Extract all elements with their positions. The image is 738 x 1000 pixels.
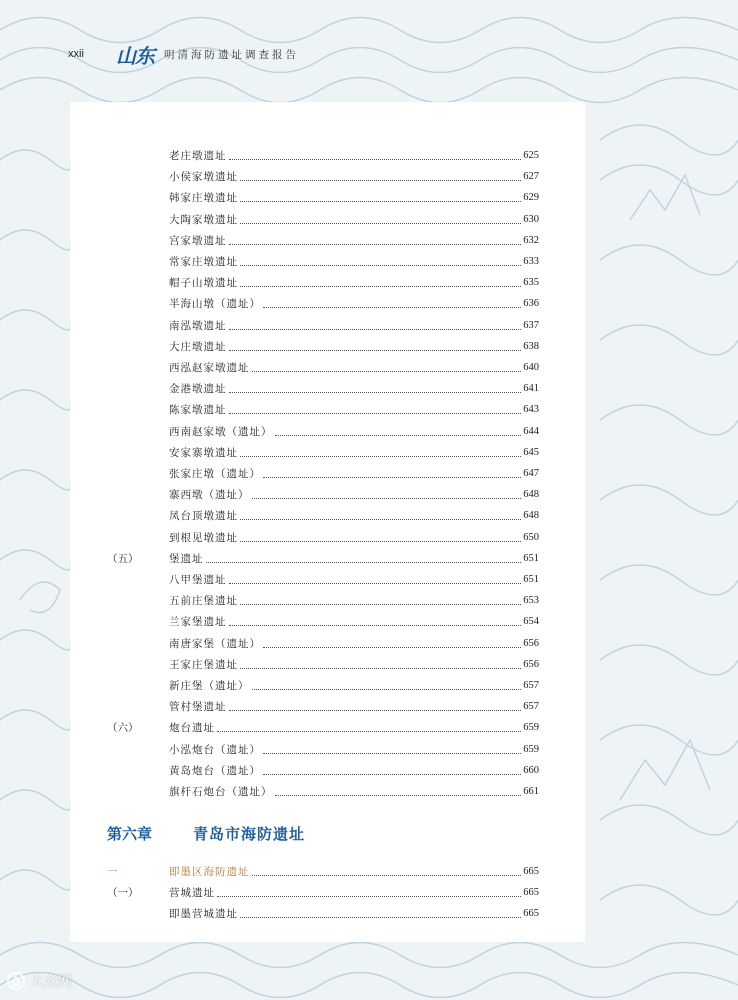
toc-entry-page: 632 <box>523 234 539 246</box>
toc-entry-page: 627 <box>523 171 539 183</box>
toc-entry[interactable] <box>107 699 539 715</box>
toc-dot-leader <box>229 349 522 351</box>
toc-entry[interactable] <box>107 424 539 440</box>
toc-entry-page: 650 <box>523 531 539 543</box>
toc-entry-title: 常家庄墩遗址 <box>169 256 238 268</box>
toc-entry[interactable] <box>107 402 539 418</box>
toc-entry[interactable] <box>107 678 539 694</box>
toc-entry-title: 张家庄墩（遗址） <box>169 468 261 480</box>
toc-dot-leader <box>229 158 522 160</box>
toc-entry[interactable] <box>107 296 539 312</box>
toc-dot-leader <box>240 540 521 542</box>
toc-entry-page: 665 <box>523 866 539 877</box>
toc-entry[interactable] <box>107 169 539 185</box>
toc-entry[interactable] <box>107 360 539 376</box>
toc-entry[interactable] <box>107 530 539 546</box>
toc-entry-title: 营城遗址 <box>169 887 215 899</box>
logo: 山东 <box>116 43 154 68</box>
toc-dot-leader <box>275 434 522 436</box>
toc-entry-title: 五前庄堡遗址 <box>169 595 238 608</box>
toc-entry-page: 651 <box>523 552 539 564</box>
toc-entry-title: 帽子山墩遗址 <box>169 277 238 290</box>
toc-entry-title: 兰家堡遗址 <box>169 616 227 629</box>
toc-entry-number: 一 <box>107 866 118 878</box>
toc-entry-title: 大陶家墩遗址 <box>169 213 238 226</box>
toc-entry[interactable] <box>107 148 539 164</box>
toc-entry-page: 665 <box>523 887 539 898</box>
toc-entry-title: 西南赵家墩（遗址） <box>169 425 273 438</box>
toc-entry[interactable] <box>107 339 539 355</box>
toc-entry-page: 638 <box>523 340 539 352</box>
toc-entry[interactable] <box>107 233 539 249</box>
toc-dot-leader <box>229 624 522 626</box>
chapter-title: 青岛市海防遗址 <box>193 824 306 843</box>
toc-entry[interactable] <box>107 720 539 736</box>
toc-dot-leader <box>240 285 521 287</box>
toc-dot-leader <box>229 582 522 584</box>
toc-entry-title: 新庄堡（遗址） <box>169 680 250 692</box>
toc-entry-title: 即墨营城遗址 <box>169 908 238 920</box>
watermark <box>6 970 72 992</box>
toc-entry[interactable] <box>107 593 539 609</box>
toc-dot-leader <box>240 200 521 202</box>
toc-entry-title: 堡遗址 <box>169 552 204 565</box>
toc-entry-title: 黄岛炮台（遗址） <box>169 764 261 777</box>
toc-entry-page: 653 <box>523 595 539 607</box>
toc-entry-page: 648 <box>523 489 539 501</box>
toc-dot-leader <box>252 497 522 499</box>
toc-entry-title: 管村堡遗址 <box>169 701 227 714</box>
toc-entry-page: 661 <box>523 786 539 797</box>
toc-dot-leader <box>229 412 522 414</box>
toc-entry-page: 648 <box>523 510 539 522</box>
toc-entry-title: 小侯家墩遗址 <box>169 171 238 184</box>
toc-dot-leader <box>263 646 521 648</box>
toc-dot-leader <box>252 370 522 372</box>
toc-entry-title: 小泓炮台（遗址） <box>169 743 261 756</box>
chapter-number: 第六章 <box>107 824 153 843</box>
toc-entry-page: 644 <box>523 425 539 437</box>
toc-dot-leader <box>240 916 521 918</box>
toc-entry[interactable] <box>107 614 539 630</box>
toc-entry[interactable] <box>107 275 539 291</box>
toc-dot-leader <box>252 874 522 876</box>
toc-entry-page: 643 <box>523 404 539 416</box>
toc-dot-leader <box>240 179 521 181</box>
toc-entry-page: 630 <box>523 213 539 225</box>
toc-entry-title: 即墨区海防遗址 <box>169 866 250 878</box>
toc-entry-page: 625 <box>523 150 539 161</box>
toc-entry[interactable] <box>107 212 539 228</box>
toc-entry[interactable] <box>107 906 539 922</box>
toc-entry-title: 半海山墩（遗址） <box>169 298 261 311</box>
toc-entry-page: 660 <box>523 764 539 776</box>
toc-entry-title: 金港墩遗址 <box>169 383 227 396</box>
toc-entry-page: 641 <box>523 383 539 395</box>
toc-entry-page: 647 <box>523 468 539 479</box>
toc-entry-title: 大庄墩遗址 <box>169 340 227 353</box>
toc-entry-page: 636 <box>523 298 539 310</box>
toc-dot-leader <box>263 773 521 775</box>
toc-dot-leader <box>263 306 521 308</box>
toc-entry[interactable] <box>107 508 539 524</box>
toc-entry-title: 八甲堡遗址 <box>169 574 227 586</box>
toc-entry-page: 659 <box>523 743 539 755</box>
toc-entry[interactable] <box>107 190 539 206</box>
toc-entry-title: 王家庄堡遗址 <box>169 658 238 671</box>
toc-entry[interactable] <box>107 445 539 461</box>
toc-entry-page: 637 <box>523 319 539 331</box>
toc-entry-page: 657 <box>523 701 539 713</box>
toc-entry-page: 651 <box>523 574 539 585</box>
toc-entry-title: 南泓墩遗址 <box>169 319 227 332</box>
toc-entry[interactable] <box>107 318 539 334</box>
toc-entry-page: 633 <box>523 256 539 267</box>
toc-entry-title: 凤台顶墩遗址 <box>169 510 238 523</box>
toc-entry-title: 陈家墩遗址 <box>169 404 227 417</box>
toc-dot-leader <box>229 391 522 393</box>
toc-dot-leader <box>229 709 522 711</box>
toc-entry[interactable] <box>107 636 539 652</box>
toc-entry-title: 安家寨墩遗址 <box>169 446 238 459</box>
toc-entry-page: 645 <box>523 446 539 458</box>
toc-dot-leader <box>240 264 521 266</box>
toc-entry[interactable] <box>107 466 539 482</box>
toc-dot-leader <box>275 794 522 796</box>
toc-entry-title: 西泓赵家墩遗址 <box>169 362 250 374</box>
toc-entry-title: 韩家庄墩遗址 <box>169 192 238 205</box>
toc-entry[interactable] <box>107 885 539 901</box>
toc-entry[interactable] <box>107 784 539 800</box>
toc-entry-page: 657 <box>523 680 539 691</box>
toc-entry-page: 640 <box>523 362 539 373</box>
toc-entry-page: 654 <box>523 616 539 628</box>
chapter-heading[interactable] <box>107 822 539 844</box>
report-title: 明清海防遗址调查报告 <box>164 48 299 61</box>
toc-entry[interactable] <box>107 572 539 588</box>
toc-entry[interactable] <box>107 657 539 673</box>
toc-entry-page: 635 <box>523 277 539 289</box>
toc-dot-leader <box>240 518 521 520</box>
toc-dot-leader <box>240 222 521 224</box>
toc-entry-number: （五） <box>107 552 139 565</box>
toc-entry-title: 老庄墩遗址 <box>169 150 227 162</box>
toc-entry-page: 629 <box>523 192 539 204</box>
toc-dot-leader <box>217 730 521 732</box>
toc-dot-leader <box>263 752 521 754</box>
toc-entry-title: 南唐家堡（遗址） <box>169 637 261 650</box>
toc-entry[interactable] <box>107 864 539 880</box>
toc-entry-title: 宫家墩遗址 <box>169 234 227 247</box>
toc-entry[interactable] <box>107 551 539 567</box>
toc-entry-title: 到根见墩遗址 <box>169 531 238 544</box>
toc-entry-number: （六） <box>107 722 139 735</box>
toc-entry-number: （一） <box>107 887 139 899</box>
toc-entry-page: 659 <box>523 722 539 734</box>
toc-entry-page: 656 <box>523 637 539 649</box>
toc-entry-page: 656 <box>523 658 539 670</box>
toc-entry[interactable] <box>107 763 539 779</box>
toc-entry[interactable] <box>107 381 539 397</box>
page-number: xxii <box>68 48 84 60</box>
toc-dot-leader <box>263 476 521 478</box>
toc-entry[interactable] <box>107 487 539 503</box>
toc-dot-leader <box>229 328 522 330</box>
toc-dot-leader <box>206 561 522 563</box>
toc-entry-title: 旗杆石炮台（遗址） <box>169 786 273 798</box>
toc-dot-leader <box>240 455 521 457</box>
toc-dot-leader <box>240 603 521 605</box>
toc-dot-leader <box>229 243 522 245</box>
toc-entry-title: 炮台遗址 <box>169 722 215 735</box>
toc-entry-page: 665 <box>523 908 539 919</box>
watermark-text: 大众网 <box>30 974 72 990</box>
watermark-logo-icon <box>6 971 26 991</box>
toc-dot-leader <box>252 688 522 690</box>
toc-entry[interactable] <box>107 254 539 270</box>
toc-entry[interactable] <box>107 742 539 758</box>
toc-dot-leader <box>240 667 521 669</box>
toc-entry-title: 寨西墩（遗址） <box>169 489 250 502</box>
toc-dot-leader <box>217 895 521 897</box>
page-header <box>68 40 299 68</box>
